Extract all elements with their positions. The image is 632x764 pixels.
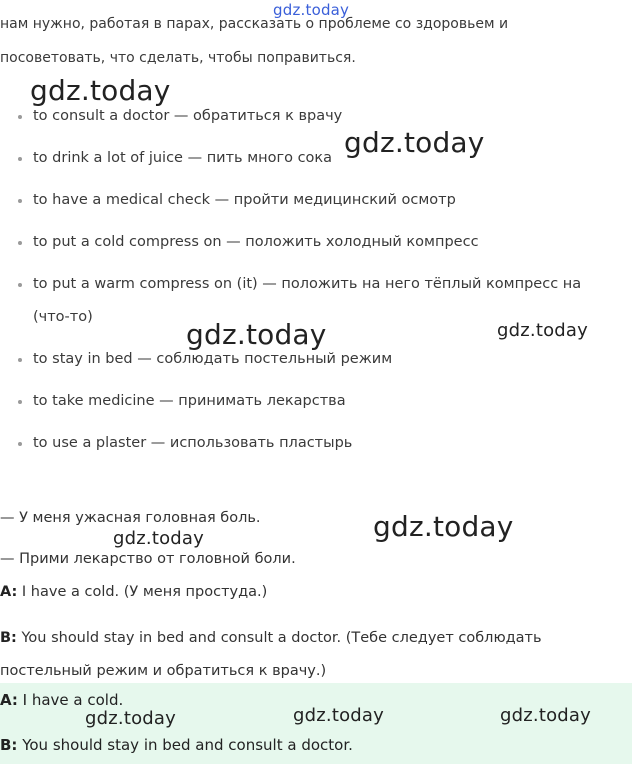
answer-b xyxy=(0,736,353,754)
answer-a-text: I have a cold. xyxy=(17,691,124,709)
watermark-logo: gdz.today xyxy=(344,126,485,159)
speaker-a-label: A: xyxy=(0,584,18,600)
list-item: to consult a doctor — обратиться к врачу xyxy=(0,100,632,133)
answer-a-label: A: xyxy=(0,691,18,709)
dialogue-1-line-2: — Прими лекарство от головной боли. xyxy=(0,551,296,567)
list-item: to drink a lot of juice — пить много сока xyxy=(0,142,632,175)
watermark-logo: gdz.today xyxy=(497,320,589,341)
list-item: to put a cold compress on — положить холодный компресс xyxy=(0,226,632,259)
list-item: to use a plaster — использовать пластырь xyxy=(0,427,632,460)
dialogue-2-a xyxy=(0,582,632,602)
speaker-b-label: B: xyxy=(0,630,17,646)
vocabulary-list xyxy=(0,100,632,469)
dialogue-1-line-1: — У меня ужасная головная боль. xyxy=(0,510,261,526)
watermark-logo: gdz.today xyxy=(113,528,205,549)
dialogue-2-b-text: You should stay in bed and consult a doctor. (Тебе следует соблюдать постельный режим и обратиться к врачу.) xyxy=(0,630,542,679)
watermark-logo: gdz.today xyxy=(293,705,385,726)
list-item: to have a medical check — пройти медицинский осмотр xyxy=(0,184,632,217)
answer-b-text: You should stay in bed and consult a doctor. xyxy=(17,736,353,754)
watermark-logo: gdz.today xyxy=(273,1,350,19)
answer-b-label: B: xyxy=(0,736,18,754)
answer-a xyxy=(0,691,123,709)
watermark-logo: gdz.today xyxy=(186,318,327,351)
list-item: to take medicine — принимать лекарства xyxy=(0,385,632,418)
watermark-logo: gdz.today xyxy=(30,74,171,107)
dialogue-2-b xyxy=(0,622,632,688)
list-item: to put a warm compress on (it) — положить на него тёплый компресс на (что-то) xyxy=(0,268,632,334)
intro-text xyxy=(0,11,632,75)
watermark-logo: gdz.today xyxy=(85,708,177,729)
watermark-logo: gdz.today xyxy=(500,705,592,726)
watermark-logo: gdz.today xyxy=(373,510,514,543)
intro-line-2: посоветовать, что сделать, чтобы поправиться. xyxy=(0,50,356,66)
dialogue-2-a-text: I have a cold. (У меня простуда.) xyxy=(17,584,268,600)
intro-line-1: нам нужно, работая в парах, рассказать о проблеме со здоровьем и xyxy=(0,16,509,32)
list-item: to stay in bed — соблюдать постельный режим xyxy=(0,343,632,376)
